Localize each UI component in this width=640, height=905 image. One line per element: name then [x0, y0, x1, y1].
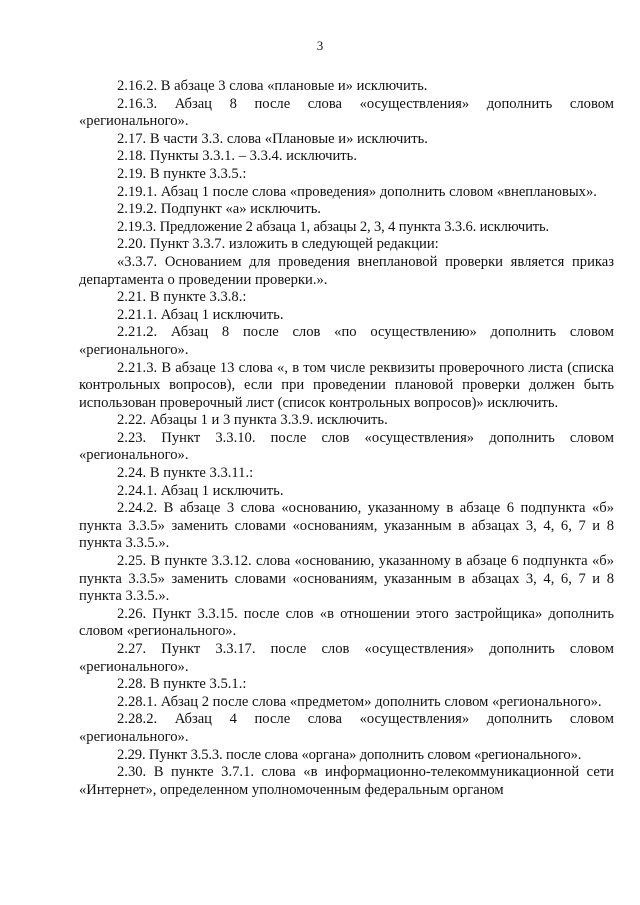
paragraph-2-21-1: 2.21.1. Абзац 1 исключить.	[117, 306, 284, 323]
paragraph-2-29: 2.29. Пункт 3.5.3. после слова «органа» дополнить словом «регионального».	[117, 746, 582, 763]
paragraph-2-28-1: 2.28.1. Абзац 2 после слова «предметом» дополнить словом «регионального».	[117, 693, 602, 710]
paragraph-2-28: 2.28. В пункте 3.5.1.:	[117, 676, 247, 693]
paragraph-2-28-2: 2.28.2. Абзац 4 после слова «осуществления» дополнить словом «регионального».	[79, 711, 614, 745]
paragraph-2-17: 2.17. В части 3.3. слова «Плановые и» исключить.	[117, 130, 428, 147]
paragraph-2-16-2: 2.16.2. В абзаце 3 слова «плановые и» исключить.	[117, 78, 428, 94]
paragraph-2-19-3: 2.19.3. Предложение 2 абзаца 1, абзацы 2, 3, 4 пункта 3.3.6. исключить.	[117, 218, 549, 235]
paragraph-2-24: 2.24. В пункте 3.3.11.:	[117, 465, 254, 482]
paragraph-2-27: 2.27. Пункт 3.3.17. после слов «осуществления» дополнить словом «регионального».	[79, 641, 614, 675]
paragraph-2-30: 2.30. В пункте 3.7.1. слова «в информационно-телекоммуникационной сети «Интернет», определенном уполномоченным федеральным органом	[79, 764, 614, 798]
paragraph-2-18: 2.18. Пункты 3.3.1. – 3.3.4. исключить.	[117, 148, 357, 165]
paragraph-2-19: 2.19. В пункте 3.3.5.:	[117, 165, 247, 182]
paragraph-2-26: 2.26. Пункт 3.3.15. после слов «в отношении этого застройщика» дополнить словом «регионального».	[79, 605, 614, 640]
paragraph-2-22: 2.22. Абзацы 1 и 3 пункта 3.3.9. исключить.	[117, 412, 388, 429]
document-body	[79, 78, 614, 799]
page-number: 3	[316, 38, 324, 53]
paragraph-2-24-1: 2.24.1. Абзац 1 исключить.	[117, 482, 284, 499]
paragraph-2-19-1: 2.19.1. Абзац 1 после слова «проведения» дополнить словом «внеплановых».	[117, 183, 597, 200]
paragraph-2-21-3: 2.21.3. В абзаце 13 слова «, в том числе реквизиты проверочного листа (списка контрольных вопросов), если при проведении плановой проверки должен быть использован проверочный лист (список контрольных вопросов)» исключить.	[79, 359, 614, 411]
paragraph-2-23: 2.23. Пункт 3.3.10. после слов «осуществления» дополнить словом «регионального».	[79, 429, 614, 464]
paragraph-2-16-3: 2.16.3. Абзац 8 после слова «осуществления» дополнить словом «регионального».	[79, 95, 614, 130]
paragraph-2-21-2: 2.21.2. Абзац 8 после слов «по осуществлению» дополнить словом «регионального».	[79, 324, 614, 358]
paragraph-2-19-2: 2.19.2. Подпункт «а» исключить.	[117, 201, 322, 218]
paragraph-2-20: 2.20. Пункт 3.3.7. изложить в следующей редакции:	[117, 236, 439, 253]
paragraph-2-21: 2.21. В пункте 3.3.8.:	[117, 289, 247, 306]
paragraph-quote-3-3-7: «3.3.7. Основанием для проведения внеплановой проверки является приказ департамента о проведении проверки.».	[79, 253, 614, 288]
paragraph-2-24-2: 2.24.2. В абзаце 3 слова «основанию, указанному в абзаце 6 подпункта «б» пункта 3.3.5» заменить словами «основаниям, указанным в абзацах 3, 4, 6, 7 и 8 пункта 3.3.5.».	[79, 500, 614, 552]
paragraph-2-25: 2.25. В пункте 3.3.12. слова «основанию, указанному в абзаце 6 подпункта «б» пункта 3.3.5» заменить словами «основаниям, указанным в абзацах 3, 4, 6, 7 и 8 пункта 3.3.5.».	[79, 553, 614, 605]
